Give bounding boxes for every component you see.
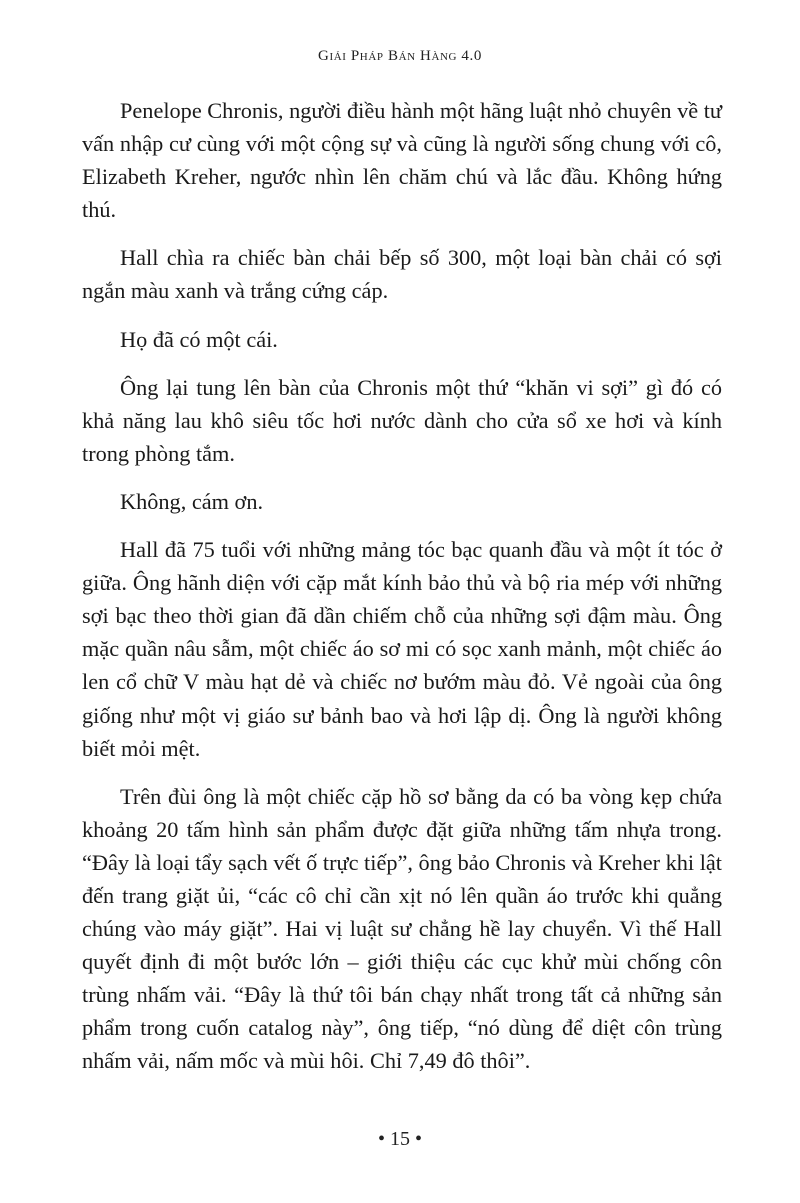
paragraph: Không, cám ơn. [120,488,264,514]
paragraph: Trên đùi ông là một chiếc cặp hồ sơ bằng da có ba vòng kẹp chứa khoảng 20 tấm hình sản phẩm được đặt giữa những tấm nhựa trong. “Đây là loại tẩy sạch vết ố trực tiếp”, ông bảo Chronis và Kreher khi lật đến trang giặt ủi, “các cô chỉ cần xịt nó lên quần áo trước khi quẳng chúng vào máy giặt”. Hai vị luật sư chẳng hề lay chuyển. Vì thế Hall quyết định đi một bước lớn – giới thiệu các cục khử mùi chống côn trùng nhấm vải. “Đây là thứ tôi bán chạy nhất trong tất cả những sản phẩm trong cuốn catalog này”, ông tiếp, “nó dùng để diệt côn trùng nhấm vải, nấm mốc và mùi hôi. Chỉ 7,49 đô thôi”. [82,783,722,1074]
running-header: Giải Pháp Bán Hàng 4.0 [318,48,482,64]
paragraph: Họ đã có một cái. [120,326,278,352]
paragraph: Hall chìa ra chiếc bàn chải bếp số 300, một loại bàn chải có sợi ngắn màu xanh và trắng cứng cáp. [82,245,722,304]
paragraph: Hall đã 75 tuổi với những mảng tóc bạc quanh đầu và một ít tóc ở giữa. Ông hãnh diện với cặp mắt kính bảo thủ và bộ ria mép với những sợi bạc theo thời gian đã dần chiếm chỗ của những sợi đậm màu. Ông mặc quần nâu sẫm, một chiếc áo sơ mi có sọc xanh mảnh, một chiếc áo len cổ chữ V màu hạt dẻ và chiếc nơ bướm màu đỏ. Vẻ ngoài của ông giống như một vị giáo sư bảnh bao và hơi lập dị. Ông là người không biết mỏi mệt. [82,537,722,761]
body-text [82,94,722,1093]
paragraph: Ông lại tung lên bàn của Chronis một thứ “khăn vi sợi” gì đó có khả năng lau khô siêu tốc hơi nước dành cho cửa sổ xe hơi và kính trong phòng tắm. [82,374,722,466]
page-number: • 15 • [377,1128,422,1150]
paragraph: Penelope Chronis, người điều hành một hãng luật nhỏ chuyên về tư vấn nhập cư cùng với một cộng sự và cũng là người sống chung với cô, Elizabeth Kreher, ngước nhìn lên chăm chú và lắc đầu. Không hứng thú. [82,98,722,223]
